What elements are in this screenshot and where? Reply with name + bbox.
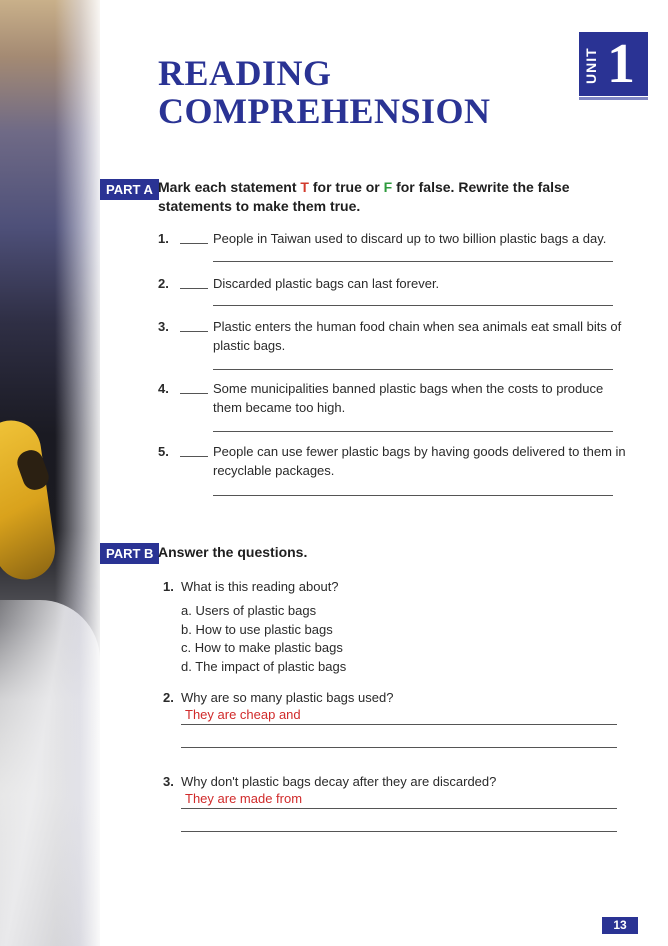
statement-text: Plastic enters the human food chain when sea animals eat small bits of plastic bags. — [213, 319, 622, 353]
option-c[interactable]: c. How to make plastic bags — [181, 640, 343, 655]
rewrite-line[interactable] — [213, 431, 613, 432]
statement-number: 2. — [158, 276, 169, 291]
statement-number: 4. — [158, 381, 169, 396]
rewrite-line[interactable] — [213, 495, 613, 496]
handwritten-answer: They are cheap and — [185, 707, 301, 722]
handwritten-answer: They are made from — [185, 791, 303, 806]
rewrite-line[interactable] — [213, 305, 613, 306]
rewrite-line[interactable] — [213, 261, 613, 262]
unit-number: 1 — [607, 33, 635, 95]
question-text: Why don't plastic bags decay after they are discarded? — [181, 774, 497, 789]
part-b-tag: PART B — [100, 543, 159, 564]
question-number: 1. — [163, 579, 174, 594]
statement-text: People can use fewer plastic bags by having goods delivered to them in recyclable packages. — [213, 444, 626, 478]
unit-label: UNIT — [583, 47, 599, 84]
tf-answer-blank[interactable] — [180, 393, 208, 394]
statement-number: 3. — [158, 319, 169, 334]
false-letter: F — [383, 179, 393, 195]
side-photo — [0, 0, 100, 946]
banana-image — [0, 417, 59, 584]
part-a-instruction-pre: Mark each statement — [158, 179, 301, 195]
question-number: 2. — [163, 690, 174, 705]
question-number: 3. — [163, 774, 174, 789]
tf-answer-blank[interactable] — [180, 331, 208, 332]
part-a-tag: PART A — [100, 179, 159, 200]
option-a[interactable]: a. Users of plastic bags — [181, 603, 317, 618]
statement-text: Discarded plastic bags can last forever. — [213, 276, 440, 291]
part-b-instruction: Answer the questions. — [158, 544, 308, 560]
statement-number: 5. — [158, 444, 169, 459]
rewrite-line[interactable] — [213, 369, 613, 370]
question-text: Why are so many plastic bags used? — [181, 690, 394, 705]
part-a-instruction-mid: for true or — [308, 179, 384, 195]
answer-options — [181, 602, 481, 676]
part-a-instruction-post: for false. Rewrite the false statements to make them true. — [158, 179, 570, 214]
statement-number: 1. — [158, 231, 169, 246]
title-line-1: READING — [158, 53, 332, 93]
page-number: 13 — [602, 917, 638, 934]
page-title — [158, 54, 491, 130]
option-b[interactable]: b. How to use plastic bags — [181, 621, 333, 637]
title-line-2: COMPREHENSION — [158, 91, 491, 131]
answer-line-1[interactable] — [181, 790, 617, 809]
tf-answer-blank[interactable] — [180, 243, 208, 244]
option-d[interactable]: d. The impact of plastic bags — [181, 658, 347, 674]
question-text: What is this reading about? — [181, 579, 339, 594]
tf-answer-blank[interactable] — [180, 288, 208, 289]
statement-text: People in Taiwan used to discard up to two billion plastic bags a day. — [213, 231, 607, 246]
fabric-fold — [55, 0, 100, 946]
unit-badge — [579, 32, 648, 96]
tf-answer-blank[interactable] — [180, 456, 208, 457]
answer-line-2[interactable] — [181, 813, 617, 832]
part-a-instruction — [158, 178, 628, 216]
statement-text: Some municipalities banned plastic bags when the costs to produce them became too high. — [213, 381, 604, 415]
true-letter: T — [300, 179, 309, 195]
answer-line-2[interactable] — [181, 729, 617, 748]
unit-badge-underline — [579, 97, 648, 100]
answer-line-1[interactable] — [181, 706, 617, 725]
